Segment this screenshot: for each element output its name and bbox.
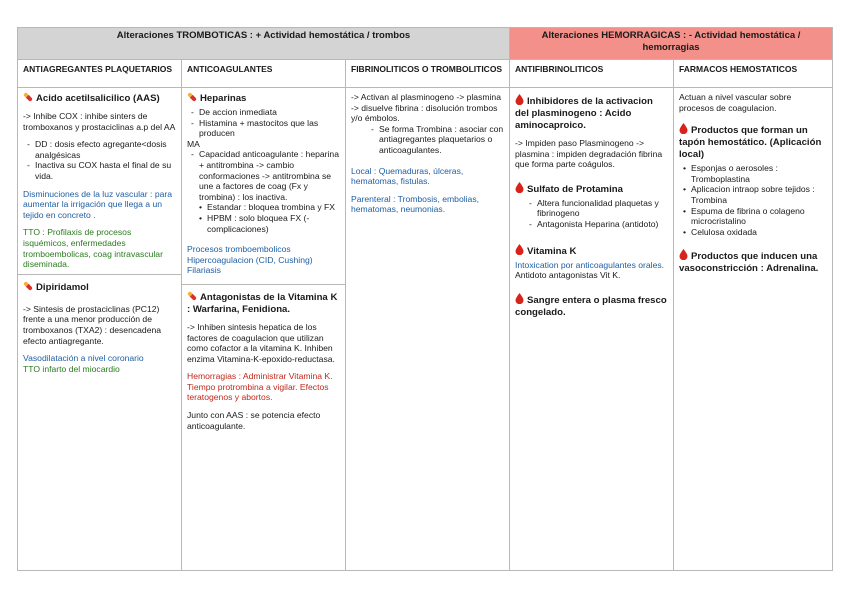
aas-item: - Inactiva su COX hasta el final de su vida.: [35, 160, 176, 181]
dipiridamol-mechanism: -> Sintesis de prostaciclinas (PC12) frente a una menor producción de tromboxanos (TXA2) : desencadena efecto antiagregante.: [23, 303, 162, 346]
fibrinoliticos-local: Local : Quemaduras, úlceras, hematomas, fistulas.: [351, 165, 464, 187]
tapon-item: • Espuma de fibrina o colageno microcristalino: [691, 206, 827, 227]
heparinas-item: - Capacidad anticoagulante : heparina + antitrombina -> cambio conformaciones -> antitrombina se une a factores de coag (Fx y trombina) : los inactiva.: [199, 149, 340, 202]
aas-item: - DD : dosis efecto agregante<dosis analgésicas: [35, 139, 176, 160]
dipiridamol-title-line: [23, 281, 176, 294]
band-thrombotic: Alteraciones TROMBOTICAS : + Actividad hemostática / trombos: [18, 28, 510, 60]
tapon-title: Productos que forman un tapón hemostático. (Aplicación local): [679, 125, 822, 161]
column-header-row: [18, 60, 833, 88]
sangre-title-line: [515, 293, 668, 319]
hemostaticos-intro: Actuan a nivel vascular sobre procesos de coagulacion.: [679, 92, 792, 113]
band-row: [18, 28, 833, 60]
blood-drop-icon: [515, 182, 524, 193]
col-antifibrinoliticos: ANTIFIBRINOLITICOS: [510, 60, 674, 88]
vitk-antagonists-note: Junto con AAS : se potencia efecto anticoagulante.: [187, 410, 321, 431]
divider: [182, 284, 345, 285]
vitk-antagonists-warning: Hemorragias : Administrar Vitamina K. Tiempo protrombina a vigilar. Efectos teratogenos y abortos.: [187, 371, 333, 403]
protamina-title: Sulfato de Protamina: [527, 183, 623, 195]
aas-title: Acido acetilsalicilico (AAS): [36, 93, 160, 104]
cell-antiagregantes: [18, 88, 182, 571]
aas-indication: Disminuciones de la luz vascular : para aumentar la irrigación que llega a un tejido en concreto .: [23, 188, 173, 220]
vasoconstriccion-title: Productos que inducen una vasoconstricción : Adrenalina.: [679, 251, 819, 275]
dipiridamol-indication: Vasodilatación a nivel coronario: [23, 353, 144, 364]
inhibidores-title: Inhibidores de la activacion del plasminogeno : Acido aminocaproico.: [515, 96, 653, 131]
fibrinoliticos-parenteral: Parenteral : Trombosis, embolias, hematomas, neumonias.: [351, 193, 480, 215]
col-fibrinoliticos: FIBRINOLITICOS O TROMBOLITICOS: [346, 60, 510, 88]
vitamina-k-indication: Intoxication por anticoagulantes orales.: [515, 259, 665, 270]
blood-drop-icon: [515, 94, 524, 105]
drug-table: [17, 27, 833, 571]
heparinas-item: - Histamina + mastocitos que las producen: [199, 118, 340, 139]
vitamina-k-title-line: [515, 244, 668, 258]
blood-drop-icon: [679, 123, 688, 134]
heparinas-title-line: [187, 92, 340, 105]
sangre-title: Sangre entera o plasma fresco congelado.: [515, 294, 667, 318]
cell-fibrinoliticos: [346, 88, 510, 571]
vitk-antagonists-mechanism: -> Inhiben sintesis hepatica de los factores de coagulacion que utilizan como cofactor a la vitamina K. Inhiben enzima Vitamina-K-epoxido-reductasa.: [187, 321, 335, 364]
col-anticoagulantes: ANTICOAGULANTES: [182, 60, 346, 88]
heparinas-list: [187, 107, 340, 139]
inhibidores-mechanism: -> Impiden paso Plasminogeno -> plasmina : impiden degradación fibrina que forma parte coágulos.: [515, 138, 663, 170]
vitamina-k-antidote: Antidoto antagonistas Vit K.: [515, 270, 621, 281]
pill-capsule-icon: [187, 291, 197, 301]
pill-capsule-icon: [23, 281, 33, 291]
tapon-item: • Aplicacion intraop sobre tejidos : Trombina: [691, 184, 827, 205]
aas-title-line: [23, 92, 176, 105]
cell-hemostaticos: [674, 88, 833, 571]
tapon-item: • Celulosa oxidada: [691, 227, 827, 238]
inhibidores-title-line: [515, 94, 668, 132]
band-hemorrhagic: Alteraciones HEMORRAGICAS : - Actividad hemostática / hemorragias: [510, 28, 833, 60]
heparinas-mechanism-list: [187, 149, 340, 202]
heparinas-types-list: [187, 202, 340, 234]
heparinas-indication: Procesos tromboembolicos Hipercoagulacion (CID, Cushing) Filariasis: [187, 244, 313, 276]
heparinas-ma: MA: [187, 138, 200, 149]
protamina-list: [515, 198, 668, 230]
pill-capsule-icon: [23, 92, 33, 102]
dipiridamol-treatment: TTO infarto del miocardio: [23, 363, 120, 374]
aas-mechanism: -> Inhibe COX : inhibe sinters de tromboxanos y prostaciclinas a.p del AA: [23, 111, 176, 132]
aas-treatment: TTO : Profilaxis de procesos isquémicos, enfermedades tromboembolicas, coag intravascular diseminada.: [23, 227, 163, 270]
heparinas-type: • Estandar : bloquea trombina y FX: [207, 202, 340, 213]
content-row: [18, 88, 833, 571]
cell-anticoagulantes: [182, 88, 346, 571]
tapon-title-line: [679, 123, 827, 161]
col-hemostaticos: FARMACOS HEMOSTATICOS: [674, 60, 833, 88]
blood-drop-icon: [515, 244, 524, 255]
divider: [18, 274, 181, 275]
tapon-list: [679, 163, 827, 237]
protamina-title-line: [515, 182, 668, 196]
heparinas-title: Heparinas: [200, 93, 247, 104]
col-antiagregantes: ANTIAGREGANTES PLAQUETARIOS: [18, 60, 182, 88]
fibrinoliticos-item: - Se forma Trombina : asociar con antiagregantes plaquetarios o anticoagulantes.: [379, 124, 504, 156]
fibrinoliticos-list: [351, 124, 504, 156]
vitk-antagonists-title-line: [187, 291, 340, 316]
protamina-item: - Altera funcionalidad plaquetas y fibrinogeno: [537, 198, 668, 219]
aas-list: [23, 139, 176, 181]
blood-drop-icon: [515, 293, 524, 304]
vitamina-k-title: Vitamina K: [527, 245, 577, 257]
fibrinoliticos-mechanism: -> Activan al plasminogeno -> plasmina -> disuelve fibrina : disolución trombos y/o émbolos.: [351, 92, 501, 124]
vasoconstriccion-title-line: [679, 249, 827, 275]
pill-capsule-icon: [187, 92, 197, 102]
protamina-item: - Antagonista Heparina (antidoto): [537, 219, 668, 230]
heparinas-item: - De accion inmediata: [199, 107, 340, 118]
blood-drop-icon: [679, 249, 688, 260]
cell-antifibrinoliticos: [510, 88, 674, 571]
dipiridamol-title: Dipiridamol: [36, 281, 89, 293]
tapon-item: • Esponjas o aerosoles : Tromboplastina: [691, 163, 827, 184]
heparinas-type: • HPBM : solo bloquea FX (-complicaciones): [207, 213, 340, 234]
vitk-antagonists-title: Antagonistas de la Vitamina K : Warfarina, Fenidiona.: [187, 291, 338, 315]
